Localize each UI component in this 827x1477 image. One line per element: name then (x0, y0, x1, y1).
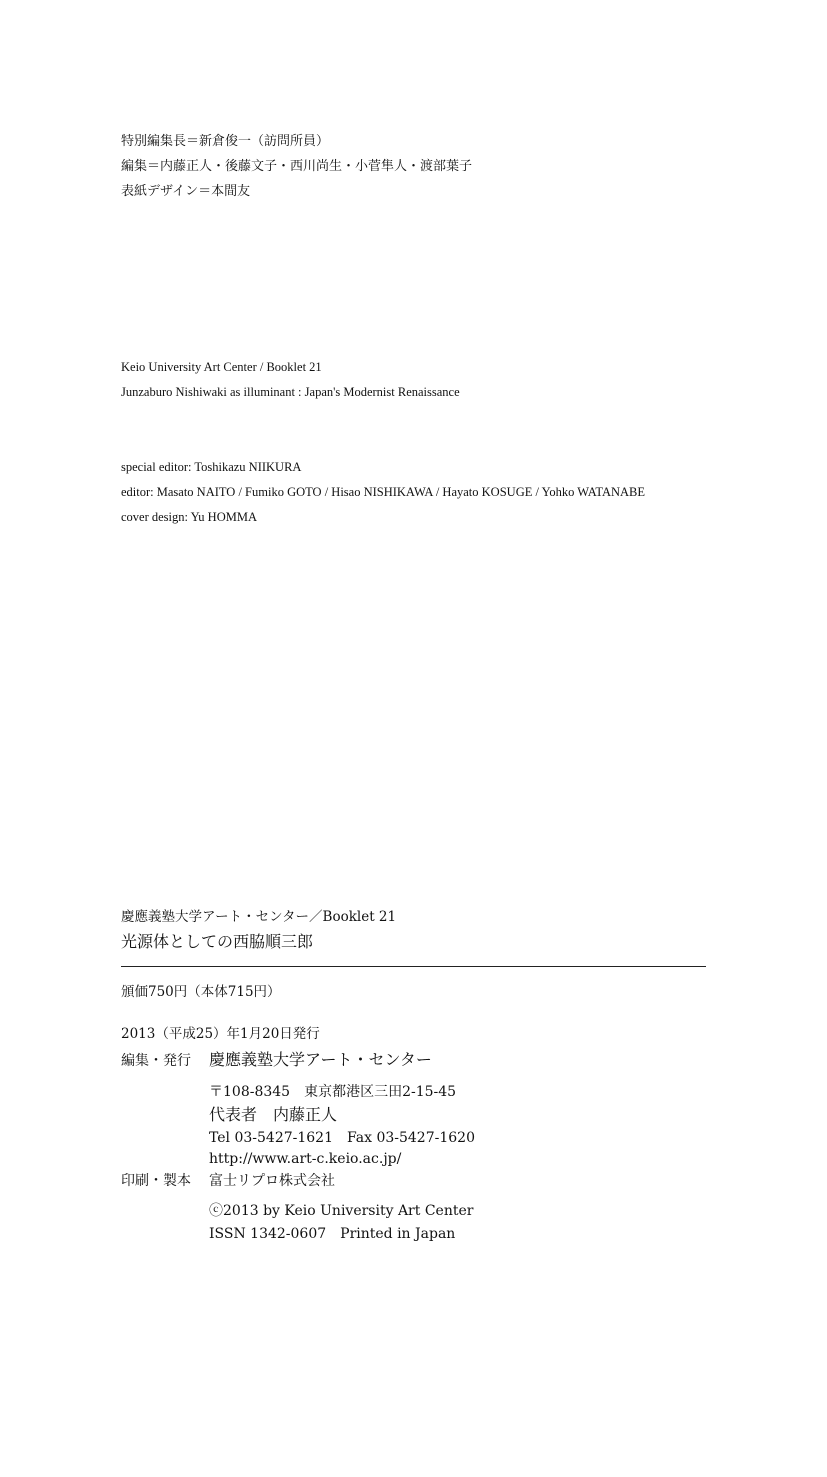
colophon-series: 慶應義塾大学アート・センター／Booklet 21 (121, 909, 397, 925)
copyright-line: ⓒ2013 by Keio University Art Center (209, 1203, 474, 1219)
colophon-price: 頒価750円（本体715円） (121, 984, 281, 1000)
en-cover-design: cover design: Yu HOMMA (121, 510, 257, 524)
publisher-tel-fax: Tel 03-5427-1621 Fax 03-5427-1620 (209, 1130, 475, 1146)
printer-label: 印刷・製本 (121, 1173, 191, 1189)
publisher-label: 編集・発行 (121, 1053, 191, 1069)
en-special-editor: special editor: Toshikazu NIIKURA (121, 460, 302, 474)
colophon-issue-date: 2013（平成25）年1月20日発行 (121, 1026, 320, 1042)
en-book-title: Junzaburo Nishiwaki as illuminant : Japan's Modernist Renaissance (121, 385, 460, 399)
colophon-title: 光源体としての西脇順三郎 (121, 932, 314, 951)
jp-special-editor: 特別編集長＝新倉俊一（訪問所員） (121, 134, 330, 149)
jp-editors: 編集＝内藤正人・後藤文子・西川尚生・小菅隼人・渡部葉子 (121, 159, 473, 174)
publisher-url: http://www.art-c.keio.ac.jp/ (209, 1151, 402, 1167)
publisher-representative: 代表者 内藤正人 (209, 1105, 338, 1124)
jp-cover-design: 表紙デザイン＝本間友 (121, 184, 251, 199)
printer-name: 富士リプロ株式会社 (209, 1173, 335, 1189)
publisher-address: 〒108-8345 東京都港区三田2-15-45 (209, 1084, 457, 1100)
publisher-name: 慶應義塾大学アート・センター (209, 1050, 432, 1069)
en-series-title: Keio University Art Center / Booklet 21 (121, 360, 322, 374)
issn-line: ISSN 1342-0607 Printed in Japan (209, 1226, 456, 1242)
colophon-divider (121, 966, 706, 967)
en-editors: editor: Masato NAITO / Fumiko GOTO / Hisao NISHIKAWA / Hayato KOSUGE / Yohko WATANABE (121, 485, 646, 499)
